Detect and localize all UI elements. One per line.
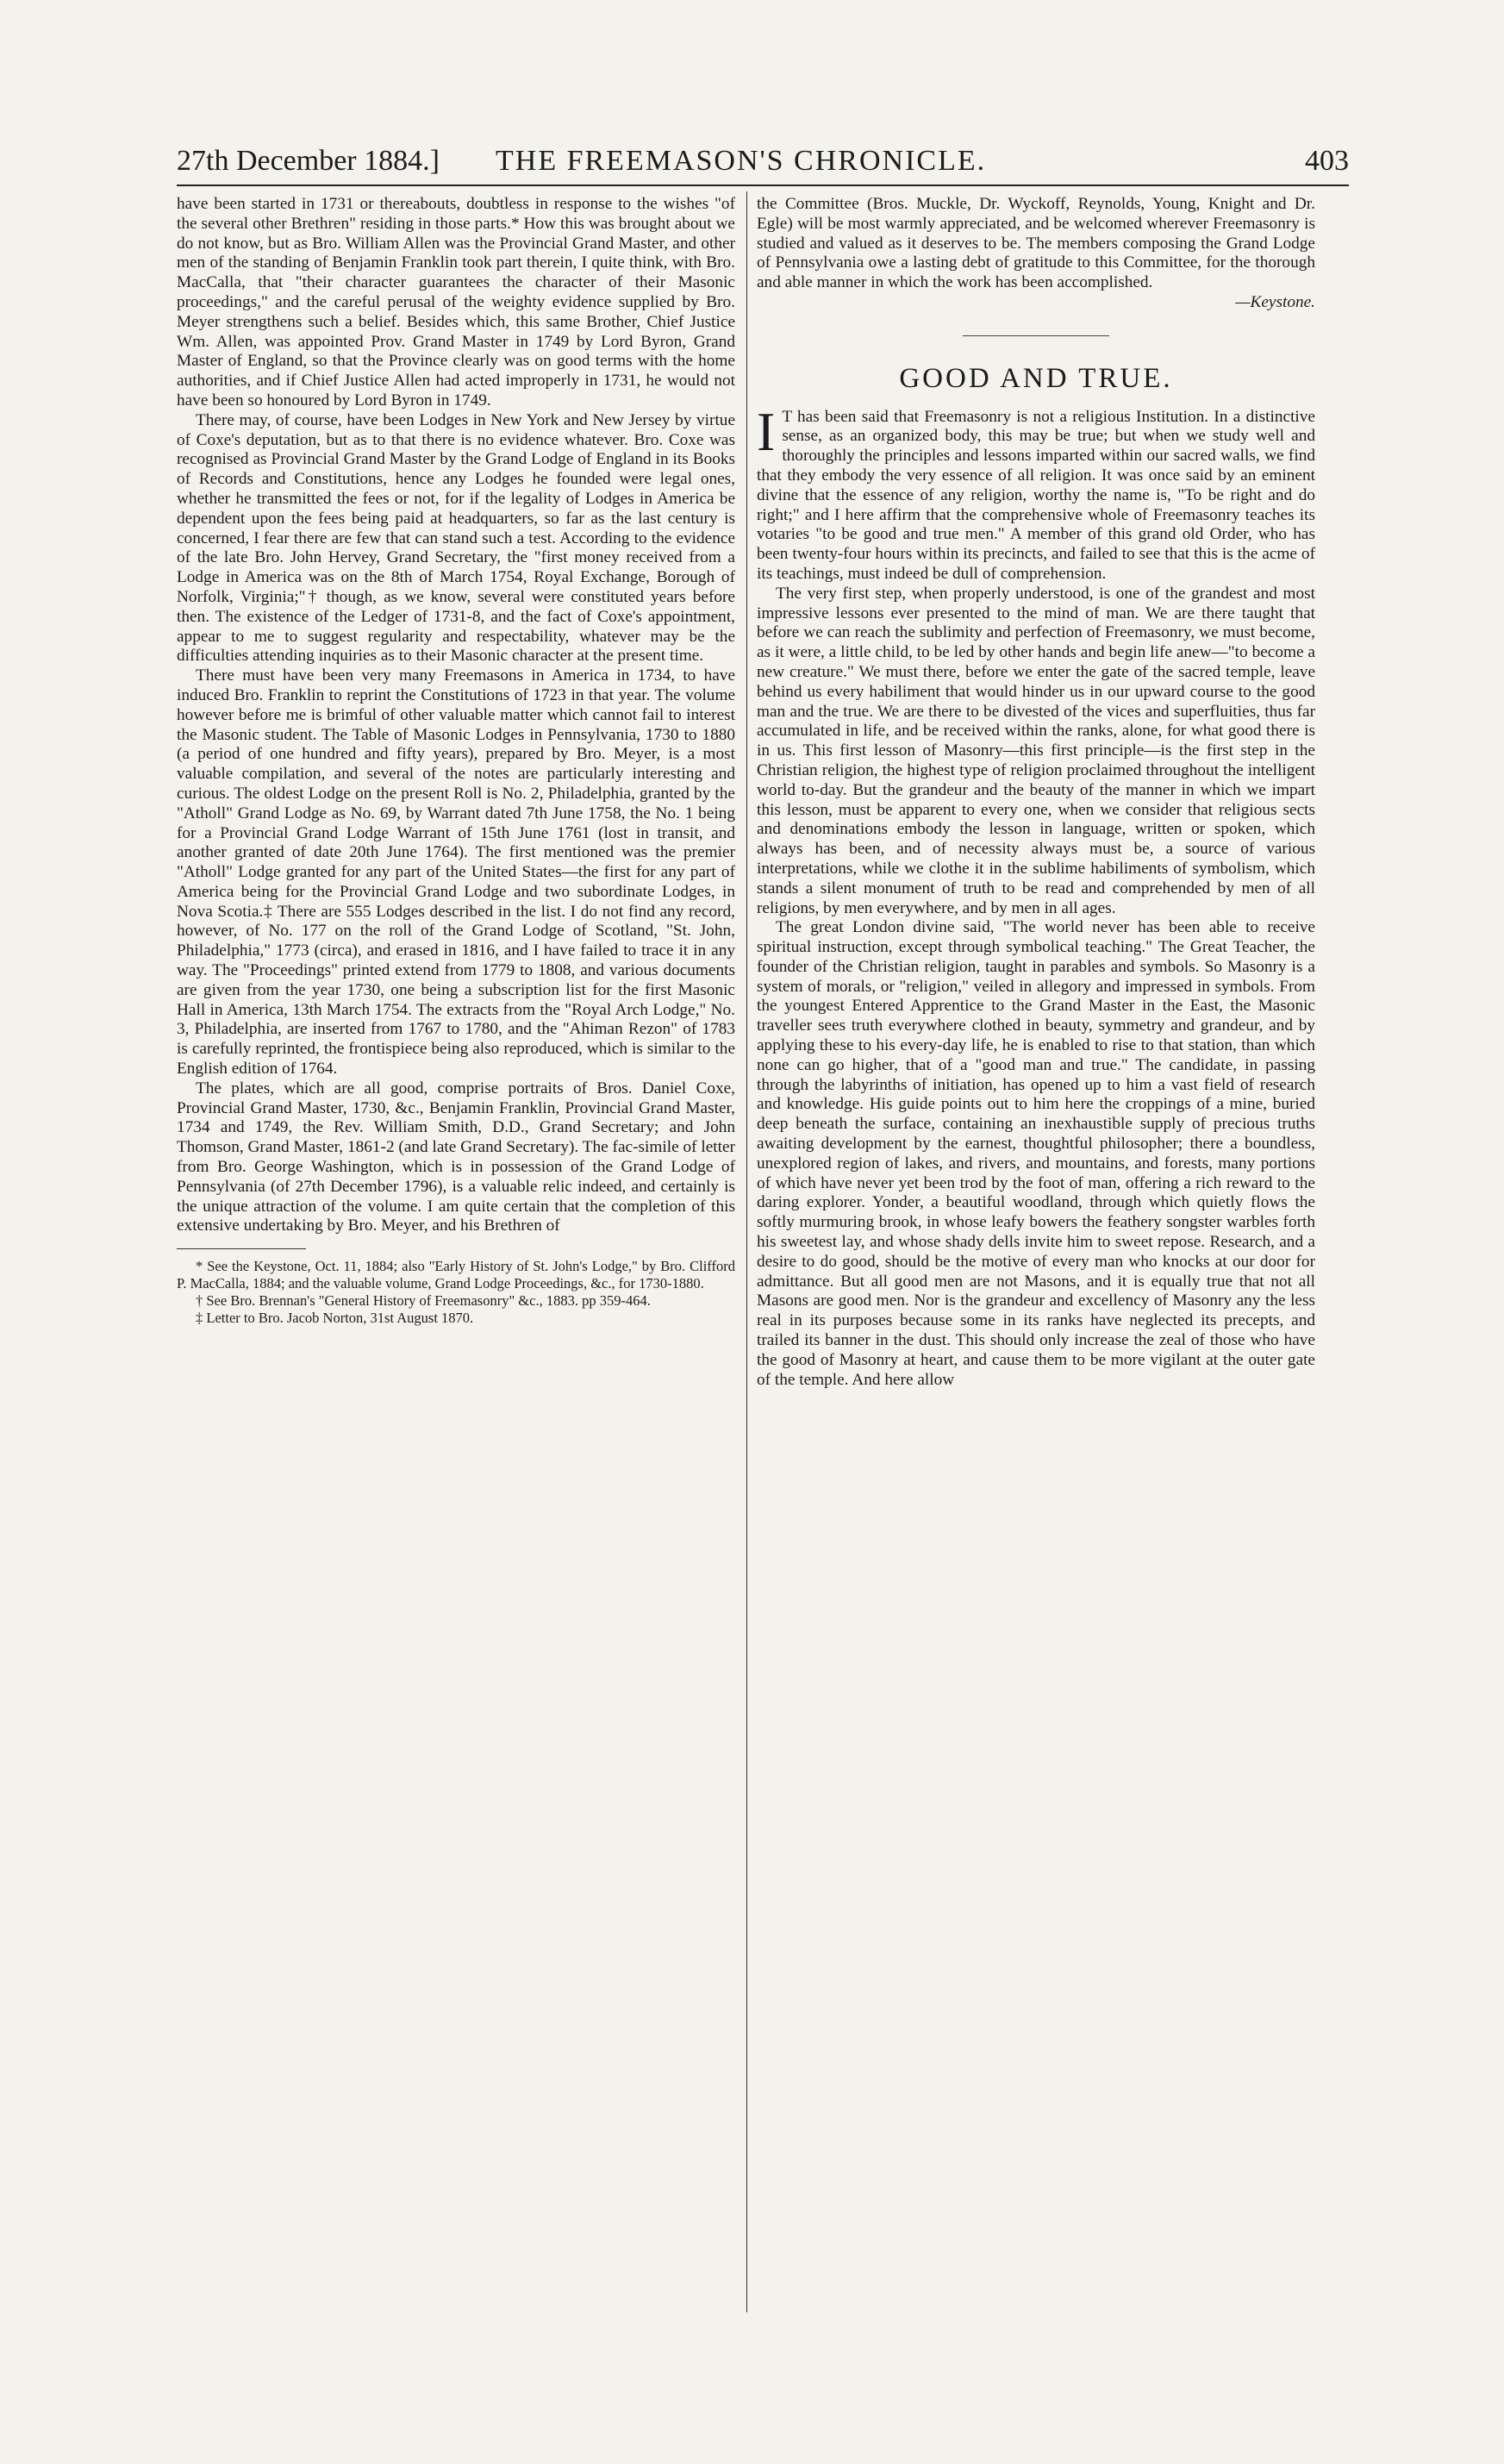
paragraph: [757, 400, 1315, 585]
page-header: [177, 145, 1349, 179]
page-number: 403: [1305, 145, 1349, 177]
source-signature: —Keystone.: [1235, 292, 1315, 311]
publication-title: THE FREEMASON'S CHRONICLE.: [496, 145, 987, 177]
paragraph-text: T has been said that Freemasonry is not a religious Institution. In a distinctive sense, as an organized body, this may be true; but when we study well and thoroughly the principles and lessons imparted within our sacred walls, we find that they embody the very essence of all religion. It was once said by an eminent divine that the essence of any religion, worthy the name is, "To be right and do right;" and I here affirm that the comprehensive whole of Freemasonry teaches its votaries "to be good and true men." A member of this grand old Order, who has been twenty-four hours within its precincts, and failed to see that this is the acme of its teachings, must indeed be dull of comprehension.: [757, 407, 1315, 583]
drop-cap: I: [757, 400, 776, 462]
paragraph: The plates, which are all good, comprise portraits of Bros. Daniel Coxe, Provincial Grand Master, 1730, &c., Benjamin Franklin, Provincial Grand Master, 1734 and 1749, the Rev. William Smith, D.D., Grand Secretary; and John Thomson, Grand Master, 1861-2 (and late Grand Secretary). The fac-simile of letter from Bro. George Washington, which is in possession of the Grand Lodge of Pennsylvania (of 27th December 1796), is a valuable relic indeed, and certainly is the unique attraction of the volume. I am quite certain that the completion of this extensive undertaking by Bro. Meyer, and his Brethren of: [177, 1079, 735, 1235]
left-column: [177, 195, 735, 1327]
paragraph: have been started in 1731 or thereabouts, doubtless in response to the wishes "of the several other Brethren" residing in those parts.* How this was brought about we do not know, but as Bro. William Allen was the Provincial Grand Master, and other men of the standing of Benjamin Franklin took part therein, I quite think, with Bro. MacCalla, that "their character guarantees the character of their Masonic proceedings," and the careful perusal of the weighty evidence supplied by Bro. Meyer strengthens such a belief. Besides which, this same Brother, Chief Justice Wm. Allen, was appointed Prov. Grand Master in 1749 by Lord Byron, Grand Master of England, so that the Province clearly was on good terms with the home authorities, and if Chief Justice Allen had acted improperly in 1731, he would not have been so honoured by Lord Byron in 1749.: [177, 195, 735, 410]
issue-date: 27th December 1884.]: [177, 145, 440, 177]
footnote: * See the Keystone, Oct. 11, 1884; also "Early History of St. John's Lodge," by Bro. Clifford P. MacCalla, 1884; and the valuable volume, Grand Lodge Proceedings, &c., for 1730-1880.: [177, 1258, 735, 1292]
paragraph: The great London divine said, "The world never has been able to receive spiritual instruction, except through symbolical teaching." The Great Teacher, the founder of the Christian religion, taught in parables and symbols. So Masonry is a system of morals, or "religion," veiled in allegory and impressed in symbols. From the youngest Entered Apprentice to the Grand Master in the East, the Masonic traveller sees truth everywhere clothed in beauty, symmetry and grandeur, and by applying these to his every-day life, he is enabled to rise to that station, than which none can go higher, that of a "good man and true." The candidate, in passing through the labyrinths of initiation, has opened up to him a vast field of research and knowledge. His guide points out to him here the croppings of a mine, buried deep beneath the surface, containing an inexhaustible supply of precious truths awaiting development by the earnest, thoughtful philosopher; there a boundless, unexplored region of lakes, and rivers, and mountains, and forests, many portions of which have never yet been trod by the foot of man, offering a rich reward to the daring explorer. Yonder, a beautiful woodland, through which quietly flows the softly murmuring brook, in whose leafy bowers the feathery songster warbles forth his sweetest lay, and whose shady dells invite him to sweet repose. Research, and a desire to do good, should be the motive of every man who knocks at our door for admittance. But all good men are not Masons, and it is equally true that not all Masons are good men. Nor is the grandeur and excellency of Masonry any the less real in its purposes because some in its ranks have neglected its precepts, and trailed its banner in the dust. This should only increase the zeal of those who have the good of Masonry at heart, and cause them to be more vigilant at the outer gate of the temple. And here allow: [757, 918, 1315, 1389]
paragraph: the Committee (Bros. Muckle, Dr. Wyckoff, Reynolds, Young, Knight and Dr. Egle) will be most warmly appreciated, and be welcomed wherever Freemasonry is studied and valued as it deserves to be. The members composing the Grand Lodge of Pennsylvania owe a lasting debt of gratitude to this Committee, for the thorough and able manner in which the work has been accomplished.: [757, 195, 1315, 292]
paragraph: There must have been very many Freemasons in America in 1734, to have induced Bro. Franklin to reprint the Constitutions of 1723 in that year. The volume however before me is brimful of other valuable matter which cannot fail to interest the Masonic student. The Table of Masonic Lodges in Pennsylvania, 1730 to 1880 (a period of one hundred and fifty years), prepared by Bro. Meyer, is a most valuable compilation, and several of the notes are particularly interesting and curious. The oldest Lodge on the present Roll is No. 2, Philadelphia, granted by the "Atholl" Grand Lodge as No. 69, by Warrant dated 7th June 1758, the No. 1 being for a Provincial Grand Lodge Warrant of 15th June 1761 (lost in transit, and another granted of date 20th June 1764). The first mentioned was the premier "Atholl" Lodge granted for any part of the United States—the first for any part of America being for the Provincial Grand Lodge and two subordinate Lodges, in Nova Scotia.‡ There are 555 Lodges described in the list. I do not find any record, however, of No. 177 on the roll of the Grand Lodge of Scotland, "St. John, Philadelphia," 1773 (circa), and erased in 1816, and I have failed to trace it in any way. The "Proceedings" printed extend from 1779 to 1808, and various documents are given from the year 1730, one being a subscription list for the first Masonic Hall in America, 13th March 1754. The extracts from the "Royal Arch Lodge," No. 3, Philadelphia, are inserted from 1767 to 1780, and the "Ahiman Rezon" of 1783 is carefully reprinted, the frontispiece being also reproduced, which is similar to the English edition of 1764.: [177, 666, 735, 1079]
article-separator: [963, 335, 1109, 336]
paragraph: There may, of course, have been Lodges in New York and New Jersey by virtue of Coxe's deputation, but as to that there is no evidence whatever. Bro. Coxe was recognised as Provincial Grand Master by the Grand Lodge of England in its Books of Records and Constitutions, hence any Lodges he founded were legal ones, whether he transmitted the fees or not, for if the legality of Lodges in America be dependent upon the fees being paid at headquarters, so far as the last century is concerned, I fear there are few that can stand such a test. According to the evidence of the late Bro. John Hervey, Grand Secretary, the "first money received from a Lodge in America was on the 8th of March 1754, Royal Exchange, Borough of Norfolk, Virginia;"† though, as we know, several were constituted years before then. The existence of the Ledger of 1731-8, and the fact of Coxe's appointment, appear to me to suggest regularity and respectability, whatever may be the difficulties attending inquiries as to their Masonic character at the present time.: [177, 410, 735, 666]
footnote: † See Bro. Brennan's "General History of Freemasonry" &c., 1883. pp 359-464.: [196, 1292, 651, 1310]
column-divider: [746, 191, 747, 2312]
footnote-rule: [177, 1248, 306, 1249]
footnote: ‡ Letter to Bro. Jacob Norton, 31st August 1870.: [196, 1310, 474, 1327]
paragraph: The very first step, when properly understood, is one of the grandest and most impressive lessons ever presented to the mind of man. We are there taught that before we can reach the sublimity and perfection of Freemasonry, we must become, as it were, a little child, to be led by other hands and begin life anew—"to become a new creature." We must there, before we enter the gate of the sacred temple, leave behind us every habiliment that would hinder us in our upward course to the good man and the true. We are there to be divested of the vices and superfluities, thus far accumulated in life, and be received within the ranks, alone, for what good there is in us. This first lesson of Masonry—this first principle—is the first step in the Christian religion, the highest type of religion proclaimed throughout the intelligent world to-day. But the grandeur and the beauty of the manner in which we impart this lesson, must be apparent to every one, when we consider that religious sects and denominations embody the lesson in language, written or spoken, which always has been, and of necessity always must be, a source of various interpretations, while we clothe it in the sublime habiliments of symbolism, which stands a silent monument of truth to be read and comprehended by men of all religions, by men everywhere, and by men in all ages.: [757, 584, 1315, 917]
right-column: [757, 195, 1315, 1390]
article-title: GOOD AND TRUE.: [899, 362, 1173, 394]
header-rule: [177, 184, 1349, 186]
